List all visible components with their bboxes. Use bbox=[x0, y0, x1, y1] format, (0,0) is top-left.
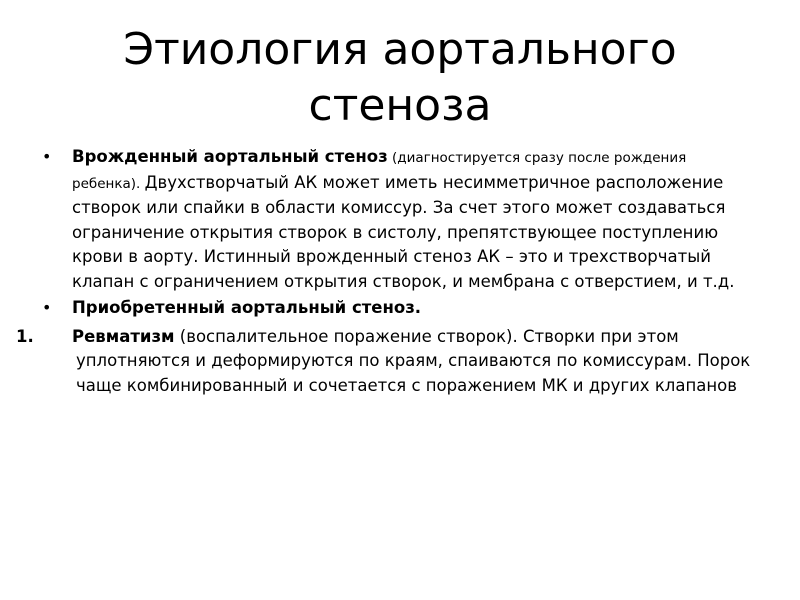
bullet-item-congenital bbox=[40, 145, 758, 294]
bullet-dot-icon: • bbox=[42, 147, 52, 166]
item-number: 1. bbox=[16, 326, 34, 346]
numbered-heading: Ревматизм bbox=[72, 326, 175, 346]
numbered-item-rheumatism bbox=[8, 325, 758, 399]
numbered-text: (воспалительное поражение створок). Створки при этом уплотняются и деформируются по краям, спаиваются по комиссурам. Порок чаще комбинированный и сочетается с поражением МК и других клапанов bbox=[76, 326, 751, 395]
bullet-dot-icon: • bbox=[42, 298, 52, 317]
numbered-body bbox=[40, 325, 758, 399]
bullet-text: Двухстворчатый АК может иметь несимметричное расположение створок или спайки в области комиссур. За счет этого может создаваться ограничение открытия створок в систолу, препятствующее поступлению крови в аорту. Истинный врожденный стеноз АК – это и трехстворчатый клапан с ограничением открытия створок, и мембрана с отверстием, и т.д. bbox=[72, 172, 735, 291]
slide-title: Этиология аортального стеноза bbox=[123, 24, 677, 131]
bullet-heading: Врожденный аортальный стеноз bbox=[72, 147, 388, 166]
bullet-item-acquired bbox=[40, 296, 758, 321]
bullet-heading: Приобретенный аортальный стеноз. bbox=[72, 298, 422, 317]
bullet-note: (диагностируется сразу после рождения ребенка). bbox=[72, 150, 687, 192]
bullet-list bbox=[16, 145, 758, 398]
